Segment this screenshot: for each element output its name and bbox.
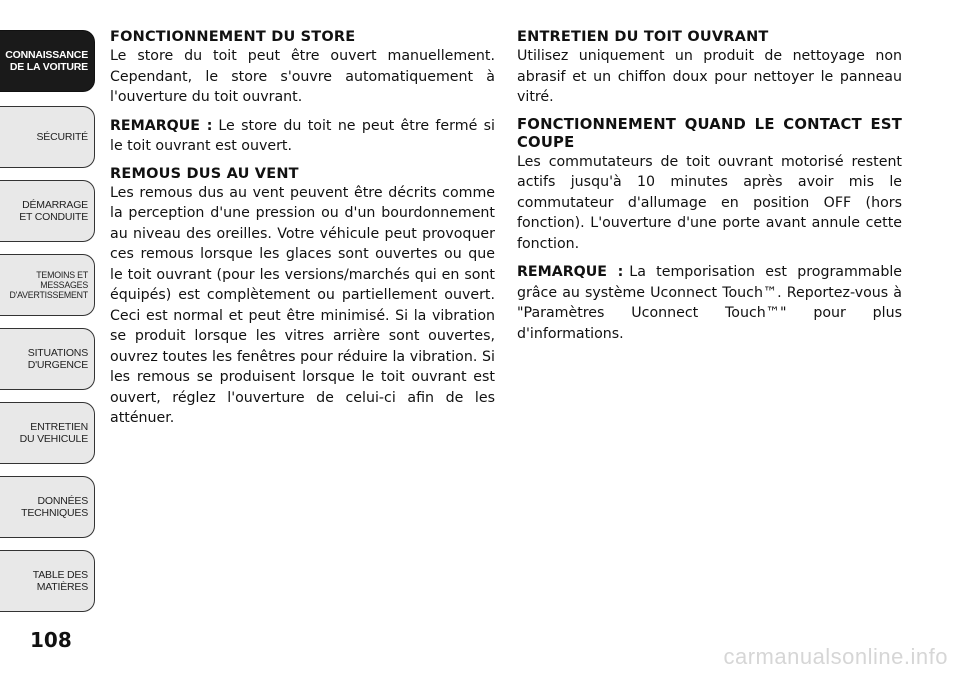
note-text: Le store du toit ne peut être fermé si le toit ouvrant est ouvert. (110, 117, 495, 154)
section-title-contact-coupe: FONCTIONNEMENT QUAND LE CONTACT EST COUPE (517, 115, 902, 151)
note-label: REMARQUE : (517, 264, 624, 280)
tab-label: TEMOINS ET MESSAGES D'AVERTISSEMENT (9, 269, 88, 301)
tab-donnees-techniques[interactable] (0, 476, 95, 538)
tab-label: ENTRETIEN DU VEHICULE (19, 420, 88, 445)
tab-label: SITUATIONS D'URGENCE (27, 346, 88, 371)
section-text-contact-coupe: Les commutateurs de toit ouvrant motorisé restent actifs jusqu'à 10 minutes après avoir mis le commutateur d'allumage en position OFF (hors fonction). L'ouverture d'une porte avant annule cette fonction. (517, 153, 902, 252)
tab-label: DONNÉES TECHNIQUES (21, 494, 88, 519)
section-text-entretien: Utilisez uniquement un produit de nettoyage non abrasif et un chiffon doux pour nettoyer le panneau vitré. (517, 48, 902, 105)
tab-situations-urgence[interactable] (0, 328, 95, 390)
note-store (110, 116, 495, 157)
section-title-store: FONCTIONNEMENT DU STORE (110, 29, 356, 45)
watermark: carmanualsonline.info (723, 644, 948, 669)
section-text-store: Le store du toit peut être ouvert manuellement. Cependant, le store s'ouvre automatiquement à l'ouverture du toit ouvrant. (110, 48, 495, 105)
tab-securite[interactable] (0, 106, 95, 168)
right-column (517, 28, 902, 352)
left-column (110, 28, 495, 437)
tab-label: DÉMARRAGE ET CONDUITE (19, 198, 88, 223)
page-number: 108 (30, 628, 72, 652)
note-label: REMARQUE : (110, 117, 213, 134)
chapter-tab-sidebar (0, 0, 100, 678)
note-text: La temporisation est programmable grâce au système Uconnect Touch™. Reportez-vous à "Paramètres Uconnect Touch™" pour plus d'informations. (517, 264, 902, 342)
section-title-entretien: ENTRETIEN DU TOIT OUVRANT (517, 29, 769, 45)
section-title-remous: REMOUS DUS AU VENT (110, 165, 299, 182)
tab-demarrage-conduite[interactable] (0, 180, 95, 242)
tab-temoins-messages[interactable] (0, 254, 95, 316)
tab-connaissance-voiture[interactable] (0, 30, 95, 92)
tab-label: TABLE DES MATIÈRES (32, 568, 88, 593)
tab-label: CONNAISSANCE DE LA VOITURE (5, 48, 88, 73)
tab-table-matieres[interactable] (0, 550, 95, 612)
tab-label: SÉCURITÉ (36, 130, 88, 143)
tab-entretien-vehicule[interactable] (0, 402, 95, 464)
note-temporisation (517, 262, 902, 344)
section-text-remous: Les remous dus au vent peuvent être décrits comme la perception d'une pression ou d'un bourdonnement au niveau des oreilles. Votre véhicule peut provoquer ces remous lorsque les glaces sont ouvertes ou que le toit ouvrant (pour les versions/marchés qui en sont équipés) est complètement ou partiellement ouvert. Ceci est normal et peut être minimisé. Si la vibration se produit lorsque les vitres arrière sont ouvertes, ouvrez toutes les fenêtres pour réduire la vibration. Si les remous se produisent lorsque le toit ouvrant est ouvert, réglez l'ouverture de celui-ci afin de les atténuer. (110, 184, 495, 426)
